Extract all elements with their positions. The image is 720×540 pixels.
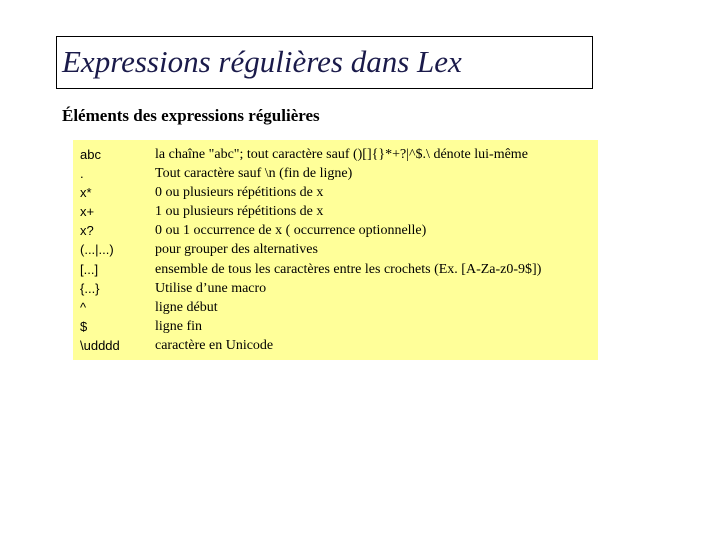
regex-description: 0 ou plusieurs répétitions de x: [155, 185, 324, 200]
table-row: [73, 221, 598, 240]
table-row: [73, 260, 598, 279]
regex-description: 0 ou 1 occurrence de x ( occurrence optionnelle): [155, 223, 427, 238]
regex-description: la chaîne "abc"; tout caractère sauf ()[]{}*+?|^$.\ dénote lui-même: [155, 147, 528, 162]
regex-description: pour grouper des alternatives: [155, 242, 318, 257]
table-row: [73, 240, 598, 259]
table-row: [73, 336, 598, 355]
regex-description: caractère en Unicode: [155, 338, 274, 353]
regex-expression: $: [80, 319, 88, 334]
slide-title: Expressions régulières dans Lex: [62, 44, 462, 79]
table-row: [73, 145, 598, 164]
regex-description: ligne début: [155, 300, 218, 315]
table-row: [73, 298, 598, 317]
regex-expression: \udddd: [80, 338, 120, 353]
regex-expression: x*: [80, 185, 92, 200]
regex-expression: x?: [80, 223, 94, 238]
table-row: [73, 202, 598, 221]
regex-expression: {...}: [80, 281, 100, 296]
table-row: [73, 183, 598, 202]
table-row: [73, 279, 598, 298]
slide-title-box: [56, 36, 593, 89]
regex-description: Utilise d’une macro: [155, 281, 267, 296]
regex-expression: [...]: [80, 262, 99, 277]
regex-expression: ^: [80, 300, 87, 315]
regex-expression: abc: [80, 147, 101, 162]
regex-elements-table: [73, 140, 598, 360]
regex-description: Tout caractère sauf \n (fin de ligne): [155, 166, 353, 181]
regex-expression: x+: [80, 204, 95, 219]
table-row: [73, 317, 598, 336]
table-row: [73, 164, 598, 183]
regex-expression: (...|...): [80, 242, 114, 257]
regex-description: 1 ou plusieurs répétitions de x: [155, 204, 324, 219]
section-heading: Éléments des expressions régulières: [62, 106, 320, 125]
regex-description: ensemble de tous les caractères entre les crochets (Ex. [A-Za-z0-9$]): [155, 262, 542, 277]
regex-description: ligne fin: [155, 319, 203, 334]
regex-expression: .: [80, 166, 84, 181]
